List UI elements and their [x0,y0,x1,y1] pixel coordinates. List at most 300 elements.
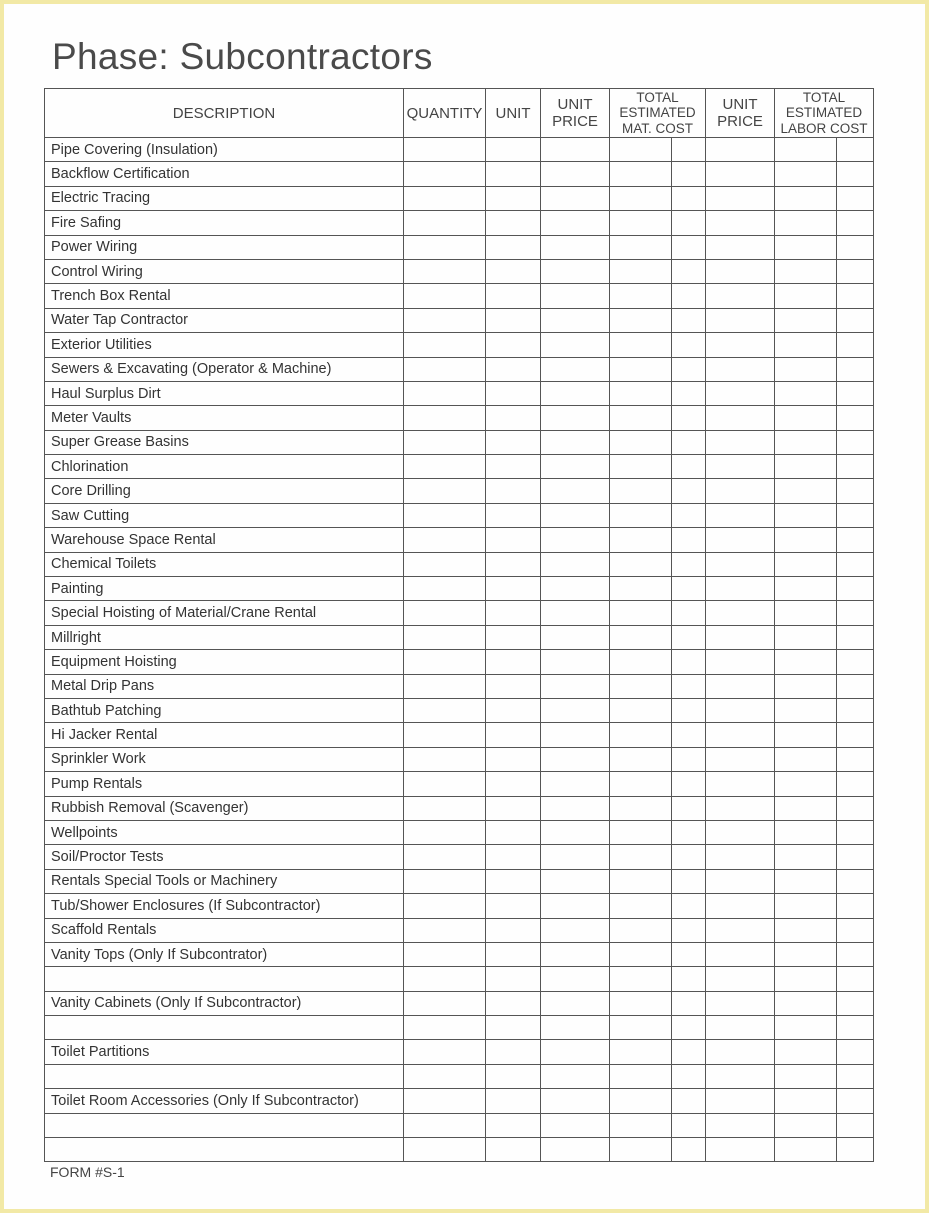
row-description [45,967,404,991]
header-total-labor-cost [775,89,874,138]
unit-price-cell [541,577,610,601]
labor-cost-cents-cell [837,333,874,357]
row-description: Pipe Covering (Insulation) [45,138,404,162]
mat-cost-cents-cell [672,138,706,162]
unit-cell [486,1016,541,1040]
quantity-cell [404,1016,486,1040]
mat-cost-cents-cell [672,698,706,722]
mat-cost-cents-cell [672,894,706,918]
table-row [45,698,874,722]
mat-cost-cents-cell [672,479,706,503]
labor-unit-price-cell [706,284,775,308]
mat-cost-dollars-cell [610,259,672,283]
labor-cost-cents-cell [837,308,874,332]
row-description: Millright [45,625,404,649]
mat-cost-cents-cell [672,308,706,332]
mat-cost-cents-cell [672,1064,706,1088]
table-row [45,577,874,601]
labor-cost-dollars-cell [775,1089,837,1113]
mat-cost-dollars-cell [610,698,672,722]
labor-unit-price-cell [706,528,775,552]
quantity-cell [404,1089,486,1113]
labor-unit-price-cell [706,674,775,698]
row-description: Rubbish Removal (Scavenger) [45,796,404,820]
table-row [45,1113,874,1137]
unit-cell [486,698,541,722]
labor-cost-dollars-cell [775,820,837,844]
unit-price-cell [541,601,610,625]
labor-unit-price-cell [706,601,775,625]
table-body [45,138,874,1162]
mat-cost-dollars-cell [610,406,672,430]
quantity-cell [404,430,486,454]
mat-cost-dollars-cell [610,942,672,966]
row-description: Tub/Shower Enclosures (If Subcontractor) [45,894,404,918]
labor-unit-price-cell [706,406,775,430]
mat-cost-dollars-cell [610,601,672,625]
unit-cell [486,869,541,893]
mat-cost-cents-cell [672,601,706,625]
quantity-cell [404,650,486,674]
unit-cell [486,772,541,796]
unit-price-cell [541,967,610,991]
mat-cost-cents-cell [672,967,706,991]
unit-price-cell [541,406,610,430]
unit-price-cell [541,138,610,162]
labor-cost-cents-cell [837,430,874,454]
mat-cost-dollars-cell [610,503,672,527]
mat-cost-cents-cell [672,455,706,479]
table-row [45,674,874,698]
row-description: Control Wiring [45,259,404,283]
labor-unit-price-cell [706,308,775,332]
labor-unit-price-cell [706,357,775,381]
labor-cost-cents-cell [837,942,874,966]
row-description: Exterior Utilities [45,333,404,357]
unit-cell [486,918,541,942]
quantity-cell [404,308,486,332]
mat-cost-cents-cell [672,625,706,649]
quantity-cell [404,479,486,503]
quantity-cell [404,1040,486,1064]
labor-unit-price-cell [706,138,775,162]
table-row [45,894,874,918]
labor-cost-cents-cell [837,674,874,698]
labor-cost-cents-cell [837,1040,874,1064]
labor-cost-cents-cell [837,138,874,162]
unit-cell [486,162,541,186]
mat-cost-dollars-cell [610,528,672,552]
mat-cost-cents-cell [672,577,706,601]
labor-cost-dollars-cell [775,211,837,235]
mat-cost-cents-cell [672,1089,706,1113]
row-description [45,1064,404,1088]
labor-cost-dollars-cell [775,698,837,722]
unit-price-cell [541,820,610,844]
mat-cost-dollars-cell [610,967,672,991]
labor-cost-cents-cell [837,503,874,527]
mat-cost-cents-cell [672,211,706,235]
labor-cost-cents-cell [837,1113,874,1137]
table-row [45,1040,874,1064]
quantity-cell [404,235,486,259]
labor-cost-dollars-cell [775,333,837,357]
labor-unit-price-cell [706,162,775,186]
unit-cell [486,845,541,869]
labor-unit-price-cell [706,918,775,942]
header-unit-price-line1: UNIT [557,96,593,113]
labor-cost-cents-cell [837,918,874,942]
table-row [45,381,874,405]
labor-unit-price-cell [706,211,775,235]
unit-price-cell [541,455,610,479]
labor-cost-cents-cell [837,625,874,649]
unit-cell [486,796,541,820]
unit-price-cell [541,796,610,820]
mat-cost-cents-cell [672,820,706,844]
unit-cell [486,528,541,552]
labor-cost-cents-cell [837,357,874,381]
table-row [45,138,874,162]
quantity-cell [404,528,486,552]
labor-unit-price-cell [706,967,775,991]
quantity-cell [404,698,486,722]
quantity-cell [404,845,486,869]
mat-cost-dollars-cell [610,430,672,454]
quantity-cell [404,1064,486,1088]
labor-cost-cents-cell [837,284,874,308]
unit-price-cell [541,186,610,210]
unit-cell [486,1089,541,1113]
header-unit-price [541,89,610,138]
labor-cost-dollars-cell [775,625,837,649]
header-labor-cost-line2: ESTIMATED [785,105,863,121]
labor-cost-cents-cell [837,894,874,918]
row-description: Super Grease Basins [45,430,404,454]
labor-cost-dollars-cell [775,186,837,210]
row-description: Rentals Special Tools or Machinery [45,869,404,893]
table-row [45,357,874,381]
mat-cost-dollars-cell [610,577,672,601]
table-row [45,528,874,552]
quantity-cell [404,942,486,966]
labor-unit-price-cell [706,186,775,210]
labor-cost-dollars-cell [775,138,837,162]
subcontractor-estimate-table [44,88,874,1162]
labor-cost-cents-cell [837,528,874,552]
labor-cost-dollars-cell [775,601,837,625]
labor-cost-dollars-cell [775,552,837,576]
labor-cost-dollars-cell [775,772,837,796]
mat-cost-dollars-cell [610,235,672,259]
row-description: Fire Safing [45,211,404,235]
mat-cost-dollars-cell [610,625,672,649]
labor-cost-dollars-cell [775,430,837,454]
labor-cost-cents-cell [837,601,874,625]
row-description: Meter Vaults [45,406,404,430]
mat-cost-dollars-cell [610,162,672,186]
labor-cost-cents-cell [837,723,874,747]
labor-unit-price-cell [706,650,775,674]
row-description: Saw Cutting [45,503,404,527]
mat-cost-dollars-cell [610,284,672,308]
unit-price-cell [541,528,610,552]
mat-cost-cents-cell [672,162,706,186]
labor-cost-cents-cell [837,186,874,210]
labor-cost-dollars-cell [775,967,837,991]
row-description [45,1113,404,1137]
labor-cost-cents-cell [837,1064,874,1088]
mat-cost-cents-cell [672,430,706,454]
unit-cell [486,723,541,747]
quantity-cell [404,455,486,479]
mat-cost-cents-cell [672,1113,706,1137]
labor-cost-cents-cell [837,162,874,186]
mat-cost-cents-cell [672,503,706,527]
row-description: Core Drilling [45,479,404,503]
labor-cost-dollars-cell [775,991,837,1015]
unit-price-cell [541,1113,610,1137]
row-description: Bathtub Patching [45,698,404,722]
row-description: Water Tap Contractor [45,308,404,332]
labor-cost-dollars-cell [775,284,837,308]
unit-cell [486,1138,541,1162]
table-row [45,162,874,186]
mat-cost-cents-cell [672,723,706,747]
unit-cell [486,625,541,649]
labor-cost-dollars-cell [775,674,837,698]
quantity-cell [404,820,486,844]
unit-cell [486,1113,541,1137]
quantity-cell [404,162,486,186]
labor-cost-cents-cell [837,845,874,869]
unit-cell [486,406,541,430]
row-description: Vanity Tops (Only If Subcontrator) [45,942,404,966]
labor-unit-price-cell [706,698,775,722]
labor-cost-dollars-cell [775,723,837,747]
unit-price-cell [541,1040,610,1064]
unit-cell [486,430,541,454]
labor-cost-dollars-cell [775,162,837,186]
unit-cell [486,552,541,576]
quantity-cell [404,967,486,991]
table-row [45,1089,874,1113]
unit-price-cell [541,747,610,771]
labor-cost-dollars-cell [775,747,837,771]
unit-price-cell [541,430,610,454]
labor-cost-dollars-cell [775,942,837,966]
table-row [45,1064,874,1088]
quantity-cell [404,284,486,308]
table-row [45,991,874,1015]
labor-unit-price-cell [706,430,775,454]
mat-cost-dollars-cell [610,991,672,1015]
labor-cost-cents-cell [837,967,874,991]
table-row [45,430,874,454]
labor-cost-dollars-cell [775,1016,837,1040]
header-unit-price-line2: PRICE [552,113,598,130]
mat-cost-dollars-cell [610,357,672,381]
row-description: Metal Drip Pans [45,674,404,698]
row-description: Power Wiring [45,235,404,259]
mat-cost-cents-cell [672,381,706,405]
unit-price-cell [541,211,610,235]
unit-cell [486,235,541,259]
row-description [45,1016,404,1040]
mat-cost-cents-cell [672,333,706,357]
labor-unit-price-cell [706,1113,775,1137]
unit-price-cell [541,284,610,308]
header-mat-cost-line1: TOTAL [636,89,679,105]
table-row [45,747,874,771]
quantity-cell [404,723,486,747]
table-row [45,186,874,210]
labor-cost-dollars-cell [775,381,837,405]
table-row [45,796,874,820]
mat-cost-dollars-cell [610,918,672,942]
labor-cost-dollars-cell [775,918,837,942]
row-description: Electric Tracing [45,186,404,210]
labor-cost-cents-cell [837,455,874,479]
mat-cost-cents-cell [672,528,706,552]
quantity-cell [404,259,486,283]
mat-cost-dollars-cell [610,1089,672,1113]
labor-cost-cents-cell [837,820,874,844]
labor-cost-dollars-cell [775,650,837,674]
mat-cost-cents-cell [672,259,706,283]
unit-cell [486,479,541,503]
header-total-mat-cost [610,89,706,138]
labor-cost-cents-cell [837,747,874,771]
form-number: FORM #S-1 [50,1164,125,1180]
mat-cost-dollars-cell [610,772,672,796]
table-row [45,1016,874,1040]
mat-cost-cents-cell [672,1016,706,1040]
header-unit: UNIT [486,89,541,138]
unit-cell [486,333,541,357]
quantity-cell [404,503,486,527]
unit-price-cell [541,1064,610,1088]
mat-cost-cents-cell [672,918,706,942]
row-description: Toilet Room Accessories (Only If Subcontractor) [45,1089,404,1113]
unit-cell [486,601,541,625]
labor-cost-dollars-cell [775,796,837,820]
labor-unit-price-cell [706,577,775,601]
unit-price-cell [541,723,610,747]
labor-cost-cents-cell [837,1089,874,1113]
mat-cost-dollars-cell [610,723,672,747]
quantity-cell [404,1113,486,1137]
mat-cost-dollars-cell [610,381,672,405]
labor-unit-price-cell [706,1040,775,1064]
quantity-cell [404,747,486,771]
quantity-cell [404,796,486,820]
row-description: Toilet Partitions [45,1040,404,1064]
mat-cost-dollars-cell [610,747,672,771]
unit-cell [486,284,541,308]
quantity-cell [404,918,486,942]
unit-cell [486,747,541,771]
unit-price-cell [541,991,610,1015]
table-row [45,284,874,308]
labor-cost-dollars-cell [775,308,837,332]
labor-cost-dollars-cell [775,357,837,381]
unit-price-cell [541,869,610,893]
labor-cost-cents-cell [837,1138,874,1162]
mat-cost-cents-cell [672,1138,706,1162]
row-description: Backflow Certification [45,162,404,186]
quantity-cell [404,625,486,649]
labor-cost-cents-cell [837,796,874,820]
labor-cost-dollars-cell [775,235,837,259]
mat-cost-dollars-cell [610,796,672,820]
header-labor-unit-price [706,89,775,138]
labor-unit-price-cell [706,1016,775,1040]
mat-cost-cents-cell [672,186,706,210]
labor-unit-price-cell [706,747,775,771]
labor-cost-dollars-cell [775,869,837,893]
row-description: Chemical Toilets [45,552,404,576]
row-description [45,1138,404,1162]
mat-cost-dollars-cell [610,1040,672,1064]
unit-price-cell [541,918,610,942]
table-row [45,918,874,942]
labor-unit-price-cell [706,845,775,869]
mat-cost-dollars-cell [610,869,672,893]
row-description: Haul Surplus Dirt [45,381,404,405]
mat-cost-dollars-cell [610,650,672,674]
labor-cost-dollars-cell [775,479,837,503]
mat-cost-cents-cell [672,772,706,796]
mat-cost-dollars-cell [610,186,672,210]
labor-cost-cents-cell [837,406,874,430]
quantity-cell [404,869,486,893]
labor-cost-cents-cell [837,552,874,576]
quantity-cell [404,772,486,796]
table-row [45,869,874,893]
row-description: Painting [45,577,404,601]
unit-price-cell [541,650,610,674]
table-row [45,601,874,625]
row-description: Sewers & Excavating (Operator & Machine) [45,357,404,381]
unit-price-cell [541,503,610,527]
row-description: Hi Jacker Rental [45,723,404,747]
row-description: Vanity Cabinets (Only If Subcontractor) [45,991,404,1015]
unit-price-cell [541,894,610,918]
mat-cost-dollars-cell [610,455,672,479]
header-quantity: QUANTITY [404,89,486,138]
mat-cost-cents-cell [672,674,706,698]
table-row [45,235,874,259]
labor-cost-dollars-cell [775,259,837,283]
labor-unit-price-cell [706,259,775,283]
page-title: Phase: Subcontractors [52,36,433,77]
labor-cost-dollars-cell [775,528,837,552]
unit-cell [486,381,541,405]
quantity-cell [404,357,486,381]
mat-cost-cents-cell [672,406,706,430]
labor-cost-dollars-cell [775,503,837,527]
unit-price-cell [541,845,610,869]
unit-cell [486,894,541,918]
labor-unit-price-cell [706,235,775,259]
unit-cell [486,967,541,991]
labor-cost-dollars-cell [775,1040,837,1064]
unit-price-cell [541,1089,610,1113]
header-labor-cost-line3: LABOR COST [780,120,868,136]
row-description: Sprinkler Work [45,747,404,771]
table-row [45,259,874,283]
